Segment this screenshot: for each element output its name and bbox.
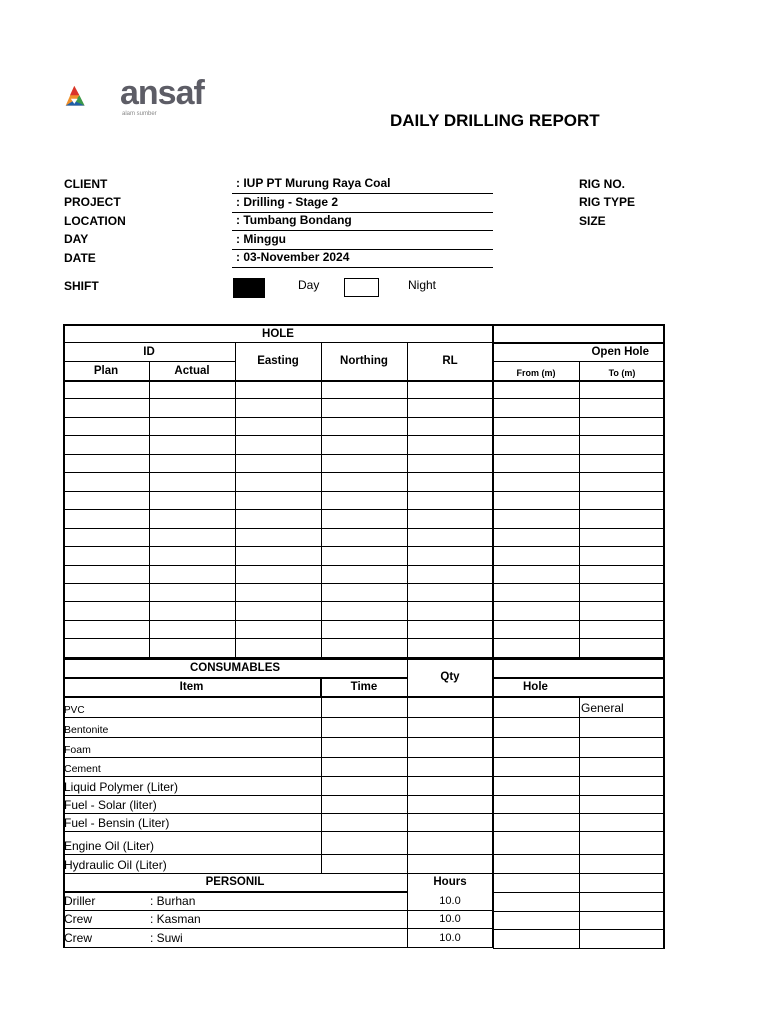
table-row-divider xyxy=(63,509,665,510)
table-row-divider xyxy=(63,601,665,602)
consumable-item: Bentonite xyxy=(64,724,109,736)
table-row-divider xyxy=(63,638,665,639)
personil-role: Crew xyxy=(64,912,93,926)
client-label: CLIENT xyxy=(64,177,108,191)
table-row-divider xyxy=(63,454,665,455)
table-row-divider xyxy=(63,620,665,621)
date-label: DATE xyxy=(64,251,96,265)
personil-hours: 10.0 xyxy=(439,913,461,925)
underline xyxy=(232,193,493,194)
table-row-divider xyxy=(63,491,665,492)
item-header: Item xyxy=(179,681,204,693)
project-value: : Drilling - Stage 2 xyxy=(236,195,339,209)
shift-night-label: Night xyxy=(408,278,437,292)
table-row-divider xyxy=(63,417,665,418)
ansaf-logo-icon xyxy=(64,66,124,128)
brand-subtitle: alam sumber xyxy=(122,111,157,117)
shift-night-checkbox[interactable] xyxy=(344,278,379,297)
table-row-divider xyxy=(493,948,665,949)
day-value: : Minggu xyxy=(236,232,286,246)
personil-header: PERSONIL xyxy=(205,876,265,888)
qty-header: Qty xyxy=(440,671,460,683)
table-row-divider xyxy=(63,528,665,529)
table-row-divider xyxy=(63,565,665,566)
easting-header: Easting xyxy=(257,355,299,367)
time-header: Time xyxy=(350,681,378,693)
from-header: From (m) xyxy=(516,367,556,378)
shift-label: SHIFT xyxy=(64,279,99,293)
table-row-divider xyxy=(63,398,665,399)
personil-name: : Burhan xyxy=(150,893,196,908)
table-row-divider xyxy=(63,546,665,547)
underline xyxy=(232,249,493,250)
consumable-item: Fuel - Bensin (Liter) xyxy=(64,816,170,830)
rig-type-label: RIG TYPE xyxy=(579,195,636,209)
underline xyxy=(232,212,493,213)
table-row-divider xyxy=(63,435,665,436)
shift-day-checkbox[interactable] xyxy=(233,278,265,298)
consumable-item: Hydraulic Oil (Liter) xyxy=(64,858,167,872)
rig-no-label: RIG NO. xyxy=(579,177,626,191)
rl-header: RL xyxy=(442,355,458,367)
location-label: LOCATION xyxy=(64,214,126,228)
personil-role: Crew xyxy=(64,930,93,945)
consumable-item: Foam xyxy=(64,744,91,756)
consumable-item: Liquid Polymer (Liter) xyxy=(64,780,179,794)
underline xyxy=(232,230,493,231)
consumable-item: Engine Oil (Liter) xyxy=(64,839,155,853)
to-header: To (m) xyxy=(608,367,636,378)
personil-role: Driller xyxy=(64,893,96,908)
consumable-item: Cement xyxy=(64,763,101,775)
day-label: DAY xyxy=(64,232,89,246)
shift-day-label: Day xyxy=(298,278,320,292)
personil-name: : Suwi xyxy=(150,930,183,945)
northing-header: Northing xyxy=(340,355,388,367)
plan-header: Plan xyxy=(93,364,119,377)
underline xyxy=(232,267,493,268)
open-hole-header: Open Hole xyxy=(591,345,649,358)
project-label: PROJECT xyxy=(64,195,121,209)
location-value: : Tumbang Bondang xyxy=(236,213,352,227)
report-title: DAILY DRILLING REPORT xyxy=(390,111,600,130)
actual-header: Actual xyxy=(174,364,210,377)
personil-hours: 10.0 xyxy=(439,931,461,944)
general-cell: General xyxy=(581,700,624,715)
table-row-divider xyxy=(63,947,493,948)
consumable-item: PVC xyxy=(64,705,85,716)
consumable-item: Fuel - Solar (liter) xyxy=(64,798,157,812)
size-label: SIZE xyxy=(579,214,606,228)
personil-name: : Kasman xyxy=(150,912,201,926)
date-value: : 03-November 2024 xyxy=(236,250,350,264)
client-value: : IUP PT Murung Raya Coal xyxy=(236,176,391,190)
hole-header: Hole xyxy=(523,681,548,693)
hours-header: Hours xyxy=(433,876,467,888)
hole-header: HOLE xyxy=(262,327,294,340)
table-row-divider xyxy=(63,472,665,473)
personil-hours: 10.0 xyxy=(439,894,461,907)
id-header: ID xyxy=(143,345,155,358)
brand-name: ansaf xyxy=(120,74,204,112)
consumables-header: CONSUMABLES xyxy=(189,661,281,674)
table-row-divider xyxy=(63,583,665,584)
